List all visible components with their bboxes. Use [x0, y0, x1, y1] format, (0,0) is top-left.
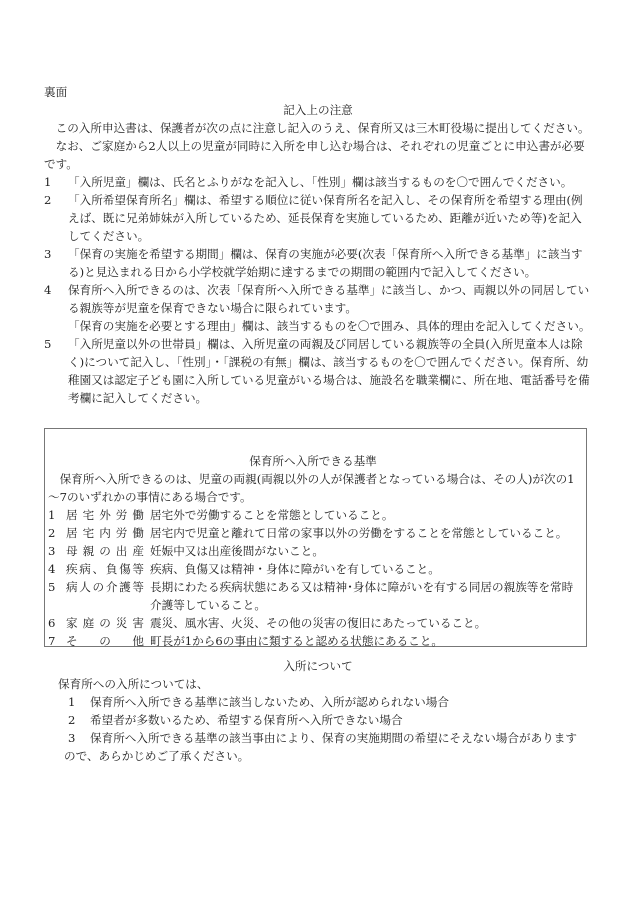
criteria-label: 居宅外労働	[66, 508, 144, 522]
criteria-title: 保育所へ入所できる基準	[249, 454, 377, 468]
criteria-item	[48, 542, 578, 560]
admission-lead: 保育所への入所については、	[58, 677, 209, 691]
note-item	[44, 173, 592, 191]
note-number: 1	[44, 175, 52, 189]
admission-number: 3	[68, 731, 76, 745]
criteria-description: 疾病、負傷又は精神・身体に障がいを有していること。	[150, 562, 440, 576]
note-item	[44, 245, 592, 281]
admission-section	[44, 657, 592, 765]
page-label: 裏面	[44, 85, 68, 99]
criteria-number: 1	[48, 508, 56, 522]
criteria-description: 居宅内で児童と離れて日常の家事以外の労働をすることを常態としていること。	[150, 526, 568, 540]
admission-item	[44, 729, 592, 747]
admission-item	[44, 711, 592, 729]
criteria-number: 6	[48, 616, 56, 630]
criteria-number: 7	[48, 634, 56, 648]
note-item	[44, 335, 592, 407]
note-item	[44, 191, 592, 245]
criteria-description: 長期にわたる疾病状態にある又は精神･身体に障がいを有する同居の親族等を常時介護等していること。	[150, 580, 574, 612]
note-number: 5	[44, 337, 52, 351]
criteria-description: 震災、風水害、火災、その他の災害の復旧にあたっていること。	[150, 616, 487, 630]
criteria-label: 母親の出産	[66, 544, 144, 558]
criteria-item	[48, 560, 578, 578]
admission-text: 希望者が多数いるため、希望する保育所へ入所できない場合	[90, 713, 403, 727]
criteria-number: 4	[48, 562, 56, 576]
note-number: 3	[44, 247, 52, 261]
note-text: 「入所児童以外の世帯員」欄は、入所児童の両親及び同居している親族等の全員(入所児童本人は除く)について記入し、「性別」・「課税の有無」欄は、該当するものを〇で囲んでください。保育所、幼稚園又は認定子ども園に入所している児童がいる場合は、施設名を職業欄に、所在地、電話番号を備考欄に記入してください。	[68, 337, 590, 405]
note-text: 「保育の実施を希望する期間」欄は、保育の実施が必要(次表「保育所へ入所できる基準」に該当する)と見込まれる日から小学校就学始期に達するまでの期間の範囲内で記入してください。	[68, 247, 583, 279]
note-number: 4	[44, 283, 52, 297]
criteria-intro: 保育所へ入所できるのは、児童の両親(両親以外の人が保護者となっている場合は、その人)が次の1～7のいずれかの事情にある場合です。	[48, 472, 575, 504]
admission-closing: ので、あらかじめご了承ください。	[64, 749, 250, 763]
criteria-description: 町長が1から6の事由に類すると認める状態にあること。	[150, 634, 444, 648]
criteria-item	[48, 578, 578, 614]
criteria-label: 病人の介護等	[66, 580, 144, 594]
note-extra-text: 「保育の実施を必要とする理由」欄は、該当するものを〇で囲み、具体的理由を記入してください。	[68, 319, 591, 333]
admission-text: 保育所へ入所できる基準の該当事由により、保育の実施期間の希望にそえない場合があります	[90, 731, 577, 745]
criteria-description: 妊娠中又は出産後間がないこと。	[150, 544, 324, 558]
criteria-item	[48, 632, 578, 650]
criteria-item	[48, 524, 578, 542]
admission-number: 1	[68, 695, 76, 709]
notes-title: 記入上の注意	[283, 103, 353, 117]
criteria-box	[44, 428, 587, 647]
note-item	[44, 281, 592, 335]
criteria-number: 3	[48, 544, 56, 558]
criteria-label: 家庭の災害	[66, 616, 144, 630]
admission-title: 入所について	[283, 659, 353, 673]
criteria-item	[48, 614, 578, 632]
note-number: 2	[44, 193, 52, 207]
criteria-label: 疾病、負傷等	[66, 562, 144, 576]
admission-text: 保育所へ入所できる基準に該当しないため、入所が認められない場合	[90, 695, 449, 709]
criteria-number: 2	[48, 526, 56, 540]
criteria-number: 5	[48, 580, 56, 594]
notes-section	[44, 83, 592, 407]
note-text: 保育所へ入所できるのは、次表「保育所へ入所できる基準」に該当し、かつ、両親以外の同居している親族等が児童を保育できない場合に限られています。	[68, 283, 590, 315]
criteria-label: その他	[66, 634, 144, 648]
criteria-label: 居宅内労働	[66, 526, 144, 540]
admission-item	[44, 693, 592, 711]
note-text: 「入所希望保育所名」欄は、希望する順位に従い保育所名を記入し、その保育所を希望する理由(例えば、既に兄弟姉妹が入所しているため、延長保育を実施しているため、距離が近いため等)を記入してください。	[68, 193, 583, 243]
note-text: 「入所児童」欄は、氏名とふりがなを記入し、「性別」欄は該当するものを〇で囲んでください。	[68, 175, 573, 189]
criteria-description: 居宅外で労働することを常態としていること。	[150, 508, 394, 522]
notes-intro-2: なお、ご家庭から2人以上の児童が同時に入所を申し込む場合は、それぞれの児童ごとに申込書が必要です。	[44, 139, 585, 171]
criteria-item	[48, 506, 578, 524]
admission-number: 2	[68, 713, 76, 727]
notes-intro-1: この入所申込書は、保護者が次の点に注意し記入のうえ、保育所又は三木町役場に提出してください。	[55, 121, 590, 135]
